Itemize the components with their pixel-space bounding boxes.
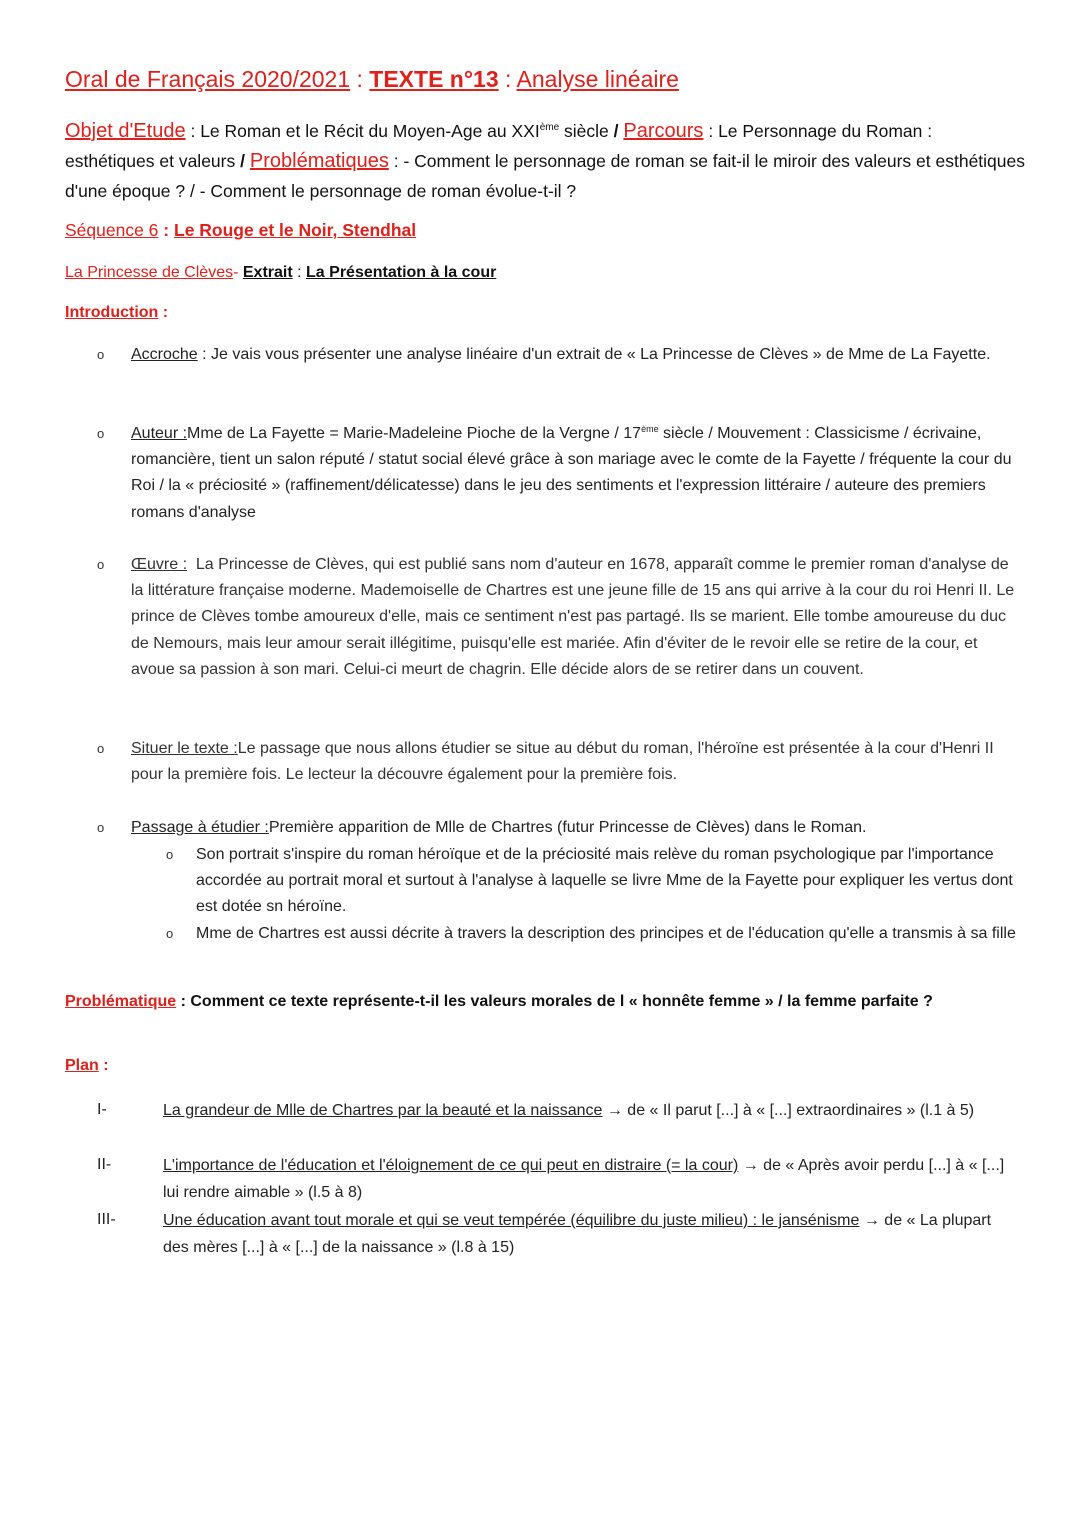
bullet-icon: o [97, 347, 105, 362]
title-course: Oral de Français 2020/2021 [65, 66, 351, 92]
title-analysis: Analyse linéaire [516, 66, 679, 92]
plan-number: III- [97, 1211, 116, 1228]
plan-item: La grandeur de Mlle de Chartres par la beauté et la naissance → de « Il parut [...] à « [...] extraordinaires » (l.1 à 5) [163, 1102, 975, 1119]
study-object-paragraph: Objet d'Etude : Le Roman et le Récit du Moyen-Age au XXIème siècle / Parcours : Le Personnage du Roman : esthétiques et valeurs / Problématiques : - Comment le personnage de roman se fait-il le miroir des valeurs et esthétiques d'une époque ? / - Comment le personnage de roman évolue-t-il ? [65, 120, 1026, 201]
plan-heading: Plan : [65, 1057, 109, 1074]
objet-label: Objet d'Etude [65, 120, 186, 142]
problematique-paragraph: Problématique : Comment ce texte représente-t-il les valeurs morales de l « honnête femme » / la femme parfaite ? [65, 993, 933, 1010]
sequence-heading: Séquence 6 : Le Rouge et le Noir, Stendhal [65, 220, 417, 240]
list-item-passage: Passage à étudier :Première apparition de Mlle de Chartres (futur Princesse de Clèves) dans le Roman. [131, 819, 867, 836]
sub-bullet-icon: o [166, 926, 174, 941]
sequence-title: Le Rouge et le Noir, Stendhal [174, 220, 417, 240]
sub-list-item: Son portrait s'inspire du roman héroïque et de la préciosité mais relève du roman psychologique par l'importance accordée au portrait moral et surtout à l'analyse à laquelle se livre Mme de la Fayette pour expliquer les vertus dont est dotée sn héroïne. [196, 846, 1013, 916]
bullet-icon: o [97, 741, 105, 756]
plan-number: I- [97, 1101, 107, 1118]
list-item-auteur: Auteur :Mme de La Fayette = Marie-Madeleine Pioche de la Vergne / 17ème siècle / Mouvement : Classicisme / écrivaine, romancière, tient un salon réputé / statut social élevé grâce à son mariage avec le comte de la Fayette / fréquente la cour du Roi / la « préciosité » (raffinement/délicatesse) dans le jeu des sentiments et l'expression littéraire / auteure des premiers romans d'analyse [131, 424, 1012, 521]
problematiques-label: Problématiques [249, 150, 389, 172]
bullet-icon: o [97, 557, 105, 572]
bullet-icon: o [97, 820, 105, 835]
plan-number: II- [97, 1156, 112, 1173]
document-title: Oral de Français 2020/2021 : TEXTE n°13 : Analyse linéaire [65, 66, 679, 92]
title-text-number: TEXTE n°13 [369, 66, 499, 92]
list-item-situer: Situer le texte :Le passage que nous allons étudier se situe au début du roman, l'héroïne est présentée à la cour d'Henri II pour la première fois. Le lecteur la découvre également pour la première fois. [131, 740, 994, 784]
plan-item: L'importance de l'éducation et l'éloignement de ce qui peut en distraire (= la cour) → de « Après avoir perdu [...] à « [...] lui rendre aimable » (l.5 à 8) [163, 1157, 1005, 1201]
extract-heading: La Princesse de Clèves- Extrait : La Présentation à la cour [65, 264, 497, 281]
parcours-label: Parcours [623, 120, 704, 142]
bullet-icon: o [97, 426, 105, 441]
introduction-heading: Introduction : [65, 304, 169, 321]
list-item-accroche: Accroche : Je vais vous présenter une analyse linéaire d'un extrait de « La Princesse de Clèves » de Mme de La Fayette. [131, 346, 991, 363]
sub-bullet-icon: o [166, 847, 174, 862]
list-item-oeuvre: Œuvre : La Princesse de Clèves, qui est publié sans nom d'auteur en 1678, apparaît comme le premier roman d'analyse de la littérature française moderne. Mademoiselle de Chartres est une jeune fille de 15 ans qui arrive à la cour du roi Henri II. Le prince de Clèves tombe amoureux d'elle, mais ce sentiment n'est pas partagé. Ils se marient. Elle tombe amoureuse du duc de Nemours, mais leur amour serait illégitime, puisqu'elle est mariée. Afin d'éviter de le revoir elle se retire de la cour, et avoue sa passion à son mari. Celui-ci meurt de chagrin. Elle décide alors de se retirer dans un couvent. [131, 556, 1015, 678]
extract-title: La Présentation à la cour [306, 264, 497, 281]
sub-list-item: Mme de Chartres est aussi décrite à travers la description des principes et de l'éducation qu'elle a transmis à sa fille [196, 925, 1016, 942]
plan-item: Une éducation avant tout morale et qui se veut tempérée (équilibre du juste milieu) : le jansénisme → de « La plupart des mères [...] à « [...] de la naissance » (l.8 à 15) [163, 1212, 992, 1256]
